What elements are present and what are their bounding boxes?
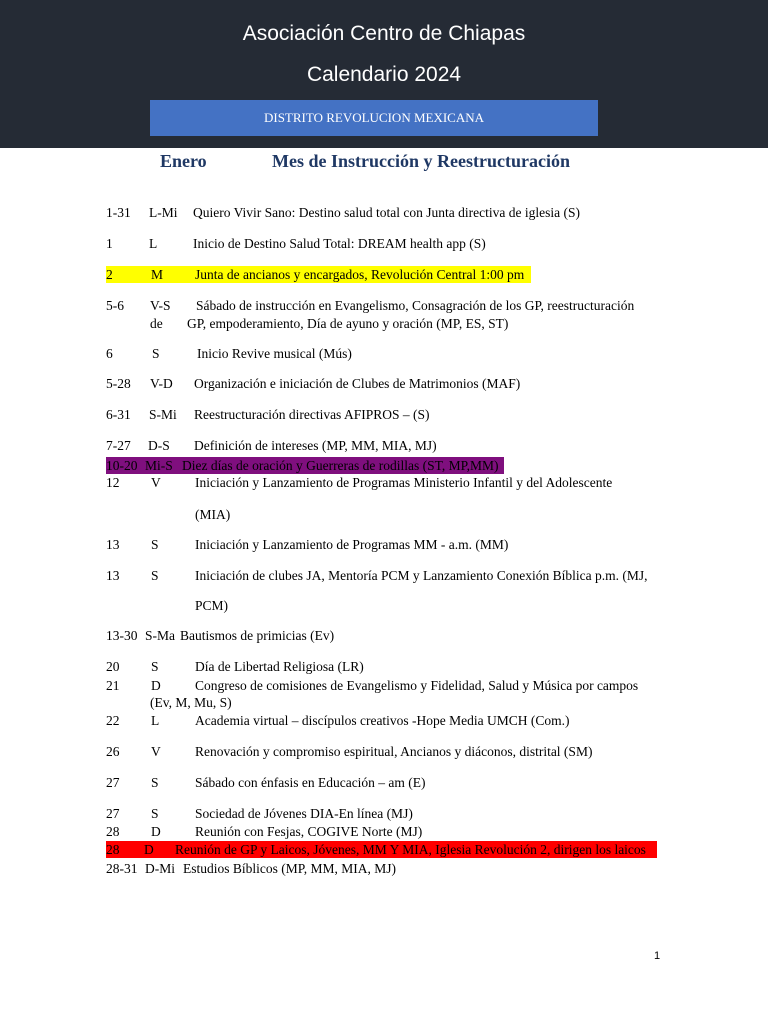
event-text: Reunión con Fesjas, COGIVE Norte (MJ) (195, 824, 423, 839)
event-day: S (151, 806, 159, 821)
event-date: 22 (106, 713, 120, 728)
event-text: Iniciación y Lanzamiento de Programas Ministerio Infantil y del Adolescente (195, 475, 613, 490)
event-date: 7-27 (106, 438, 131, 453)
event-text: Sábado de instrucción en Evangelismo, Consagración de los GP, reestructuración (196, 298, 635, 313)
event-day: S (151, 537, 159, 552)
event-text: Diez días de oración y Guerreras de rodillas (ST, MP,MM) (182, 458, 499, 473)
event-text: Reunión de GP y Laicos, Jóvenes, MM Y MIA, Iglesia Revolución 2, dirigen los laicos (175, 842, 646, 857)
event-date: 28 (106, 824, 120, 839)
event-date: 26 (106, 744, 120, 759)
event-text: Inicio Revive musical (Mús) (197, 346, 352, 361)
event-day: V (151, 475, 161, 490)
event-date: 27 (106, 806, 120, 821)
event-day: V-S (150, 298, 171, 313)
event-date: 6-31 (106, 407, 131, 422)
event-text: Quiero Vivir Sano: Destino salud total con Junta directiva de iglesia (S) (193, 205, 580, 220)
event-day: D (144, 842, 154, 857)
event-day: S (151, 775, 159, 790)
event-text: Sábado con énfasis en Educación – am (E) (195, 775, 426, 790)
district-banner: DISTRITO REVOLUCION MEXICANA (150, 100, 598, 136)
event-text: Día de Libertad Religiosa (LR) (195, 659, 364, 674)
event-date: 12 (106, 475, 120, 490)
event-text-continued: (Ev, M, Mu, S) (150, 695, 232, 710)
event-text-continued: PCM) (195, 598, 229, 613)
event-date: 13 (106, 568, 120, 583)
calendar-title: Calendario 2024 (306, 63, 462, 86)
event-text: Junta de ancianos y encargados, Revolución Central 1:00 pm (195, 267, 525, 282)
event-day: D (151, 678, 161, 693)
event-date: 6 (106, 346, 113, 361)
event-day: V (151, 744, 161, 759)
event-date: 20 (106, 659, 120, 674)
event-text: Reestructuración directivas AFIPROS – (S) (194, 407, 430, 422)
event-day: S (152, 346, 160, 361)
event-text: Sociedad de Jóvenes DIA-En línea (MJ) (195, 806, 413, 821)
event-day: S (151, 568, 159, 583)
event-day: L (149, 236, 158, 251)
page-number: 1 (654, 950, 661, 962)
event-text: Definición de intereses (MP, MM, MIA, MJ) (194, 438, 437, 453)
event-date: 13-30 (106, 628, 138, 643)
event-day: Mi-S (145, 458, 173, 473)
event-day: S (151, 659, 159, 674)
event-text: Iniciación de clubes JA, Mentoría PCM y Lanzamiento Conexión Bíblica p.m. (MJ, (195, 568, 648, 583)
event-text: Inicio de Destino Salud Total: DREAM health app (S) (193, 236, 486, 251)
event-day: S-Mi (149, 407, 177, 422)
month-theme: Mes de Instrucción y Reestructuración (272, 151, 570, 171)
event-day: D (151, 824, 161, 839)
event-day: D-Mi (145, 861, 175, 876)
event-text: Bautismos de primicias (Ev) (180, 628, 335, 643)
event-text-continued: (MIA) (195, 507, 231, 522)
event-text: Academia virtual – discípulos creativos -Hope Media UMCH (Com.) (195, 713, 570, 728)
event-date: 13 (106, 537, 120, 552)
event-day: S-Ma (145, 628, 175, 643)
event-date: 5-28 (106, 376, 131, 391)
event-continuation-prefix: de (150, 316, 163, 331)
event-date: 1 (106, 236, 113, 251)
event-date: 27 (106, 775, 120, 790)
event-text: Iniciación y Lanzamiento de Programas MM - a.m. (MM) (195, 537, 509, 552)
event-date: 21 (106, 678, 120, 693)
event-date: 10-20 (106, 458, 138, 473)
event-date: 1-31 (106, 205, 131, 220)
event-text: Congreso de comisiones de Evangelismo y Fidelidad, Salud y Música por campos (195, 678, 639, 693)
event-date: 2 (106, 267, 113, 282)
event-date: 5-6 (106, 298, 124, 313)
event-text: Renovación y compromiso espiritual, Ancianos y diáconos, distrital (SM) (195, 744, 593, 759)
event-day: L-Mi (149, 205, 178, 220)
event-day: L (151, 713, 160, 728)
event-text: Organización e iniciación de Clubes de Matrimonios (MAF) (194, 376, 521, 391)
event-day: M (151, 267, 164, 282)
organization-title: Asociación Centro de Chiapas (242, 22, 526, 45)
event-date: 28 (106, 842, 120, 857)
event-text-continued: GP, empoderamiento, Día de ayuno y oración (MP, ES, ST) (187, 316, 509, 331)
event-date: 28-31 (106, 861, 138, 876)
month-name: Enero (160, 151, 207, 171)
event-day: V-D (150, 376, 173, 391)
event-text: Estudios Bíblicos (MP, MM, MIA, MJ) (183, 861, 397, 876)
event-day: D-S (148, 438, 170, 453)
